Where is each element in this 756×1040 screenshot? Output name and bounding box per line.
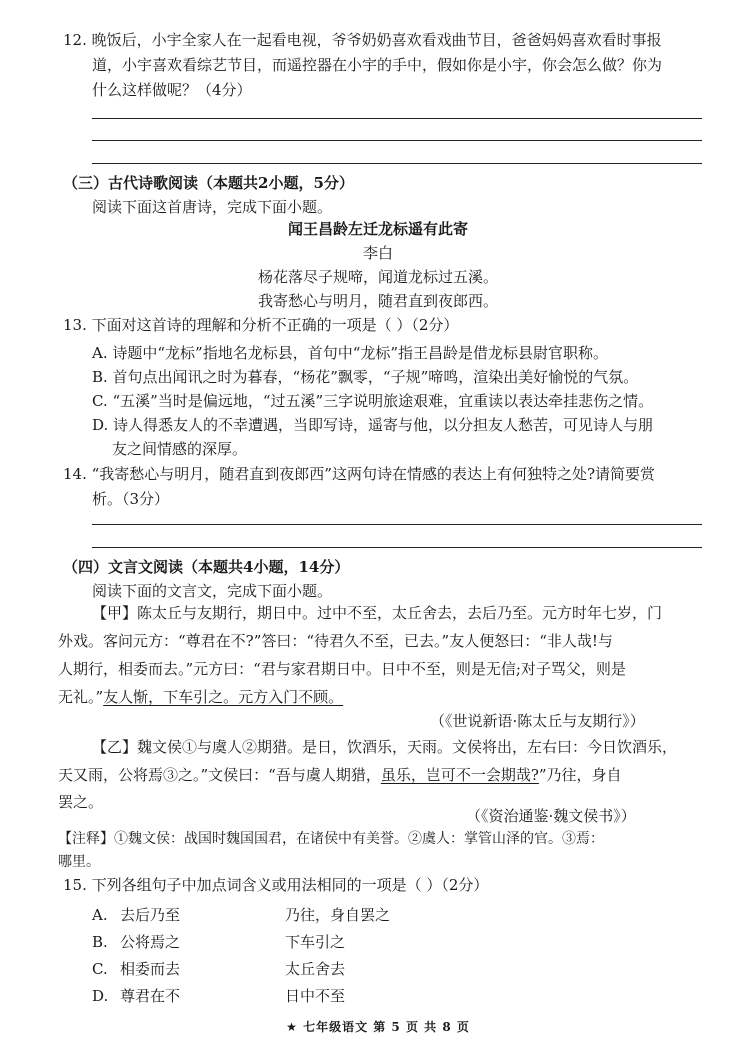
q15-option-b-letter: B. <box>92 933 108 951</box>
section-3-heading: （三）古代诗歌阅读（本题共2小题，5分） <box>63 174 354 192</box>
q13-option-a: A. 诗题中“龙标”指地名龙标县，首句中“龙标”指王昌龄是借龙标县尉官职称。 <box>92 344 609 362</box>
underlined-sentence: 虽乐，岂可不一会期哉? <box>380 766 539 784</box>
passage-jia-line-4 <box>58 687 343 707</box>
passage-jia-line-4-start: 无礼。” <box>58 688 104 706</box>
q15-option-c-left: 相委而去 <box>120 960 181 978</box>
poem-author: 李白 <box>362 244 393 262</box>
passage-jia-line-2: 外戏。客问元方：“尊君在不?”答曰：“待君久不至，已去。”友人便怒曰：“非人哉!与 <box>58 632 613 650</box>
page-footer <box>0 1018 756 1035</box>
notes-line-2: 哪里。 <box>58 854 100 870</box>
passage-jia-line-1: 【甲】陈太丘与友期行，期日中。过中不至，太丘舍去，去后乃至。元方时年七岁，门 <box>92 604 663 622</box>
answer-line <box>92 547 702 548</box>
section-3-intro: 阅读下面这首唐诗，完成下面小题。 <box>92 198 333 216</box>
q15-option-d-letter: D. <box>92 987 109 1005</box>
answer-line <box>92 140 702 141</box>
q13-option-d-line-1: D. 诗人得悉友人的不幸遭遇，当即写诗，遥寄与他，以分担友人愁苦，可见诗人与朋 <box>92 416 654 434</box>
poem-line-1: 杨花落尽子规啼，闻道龙标过五溪。 <box>257 268 498 286</box>
q15-option-a-left: 去后乃至 <box>120 906 181 924</box>
q15-option-c-right: 太丘舍去 <box>285 960 346 978</box>
passage-yi-line-2 <box>58 765 622 785</box>
poem-line-2: 我寄愁心与明月，随君直到夜郎西。 <box>257 292 498 310</box>
q13-option-b: B. 首句点出闻讯之时为暮春，“杨花”飘零，“子规”啼鸣，渲染出美好愉悦的气氛。 <box>92 368 639 386</box>
passage-yi-line-1: 【乙】魏文侯①与虞人②期猎。是日，饮酒乐，天雨。文侯将出，左右曰：今日饮酒乐， <box>92 738 678 756</box>
q15-option-d-right: 日中不至 <box>285 987 346 1005</box>
answer-line <box>92 118 702 119</box>
q12-line-1: 12. 晚饭后，小宇全家人在一起看电视，爷爷奶奶喜欢看戏曲节目，爸爸妈妈喜欢看时事报 <box>63 31 662 49</box>
passage-yi-line-3: 罢之。 <box>58 793 104 811</box>
notes-line-1: 【注释】①魏文侯：战国时魏国国君，在诸侯中有美誉。②虞人：掌管山泽的官。③焉： <box>58 831 604 847</box>
q14-line-2: 析。（3分） <box>92 490 170 508</box>
q13-option-d-line-2: 友之间情感的深厚。 <box>112 440 248 458</box>
section-4-intro: 阅读下面的文言文，完成下面小题。 <box>92 582 333 600</box>
q15-option-b-left: 公将焉之 <box>120 933 181 951</box>
star-icon: ★ <box>286 1020 298 1034</box>
poem-title: 闻王昌龄左迁龙标遥有此寄 <box>287 220 468 238</box>
passage-yi-line-2-start: 天又雨，公将焉③之。”文侯曰：“吾与虞人期猎， <box>58 766 381 784</box>
q15-option-c-letter: C. <box>92 960 108 978</box>
passage-jia-source: （《世说新语·陈太丘与友期行》） <box>430 712 645 730</box>
answer-line <box>92 163 702 164</box>
footer-page-info: 七年级语文 第 5 页 共 8 页 <box>303 1020 470 1034</box>
q14-line-1: 14. “我寄愁心与明月，随君直到夜郎西”这两句诗在情感的表达上有何独特之处?请简要赏 <box>63 465 656 483</box>
section-4-heading: （四）文言文阅读（本题共4小题，14分） <box>63 558 350 576</box>
q15-stem: 15. 下列各组句子中加点词含义或用法相同的一项是（ ）（2分） <box>63 876 489 894</box>
q15-option-d-left: 尊君在不 <box>120 987 181 1005</box>
q15-option-a-right: 乃往，身自罢之 <box>285 906 391 924</box>
q12-line-2: 道，小宇喜欢看综艺节目，而遥控器在小宇的手中，假如你是小宇，你会怎么做？你为 <box>92 56 663 74</box>
answer-line <box>92 524 702 525</box>
passage-yi-source: （《资治通鉴·魏文侯书》） <box>466 807 636 825</box>
passage-jia-line-3: 人期行，相委而去。”元方曰：“君与家君期日中。日中不至，则是无信;对子骂父，则是 <box>58 660 626 678</box>
underlined-sentence: 友人惭，下车引之。元方入门不顾。 <box>103 688 344 706</box>
q12-line-3: 什么这样做呢？（4分） <box>92 81 252 99</box>
q15-option-a-letter: A. <box>92 906 108 924</box>
q13-option-c: C. “五溪”当时是偏远地，“过五溪”三字说明旅途艰难，宜重读以表达牵挂悲伤之情。 <box>92 392 654 410</box>
q15-option-b-right: 下车引之 <box>285 933 346 951</box>
passage-yi-line-2-end: ”乃往，身自 <box>538 766 622 784</box>
q13-stem: 13. 下面对这首诗的理解和分析不正确的一项是（ ）（2分） <box>63 316 459 334</box>
